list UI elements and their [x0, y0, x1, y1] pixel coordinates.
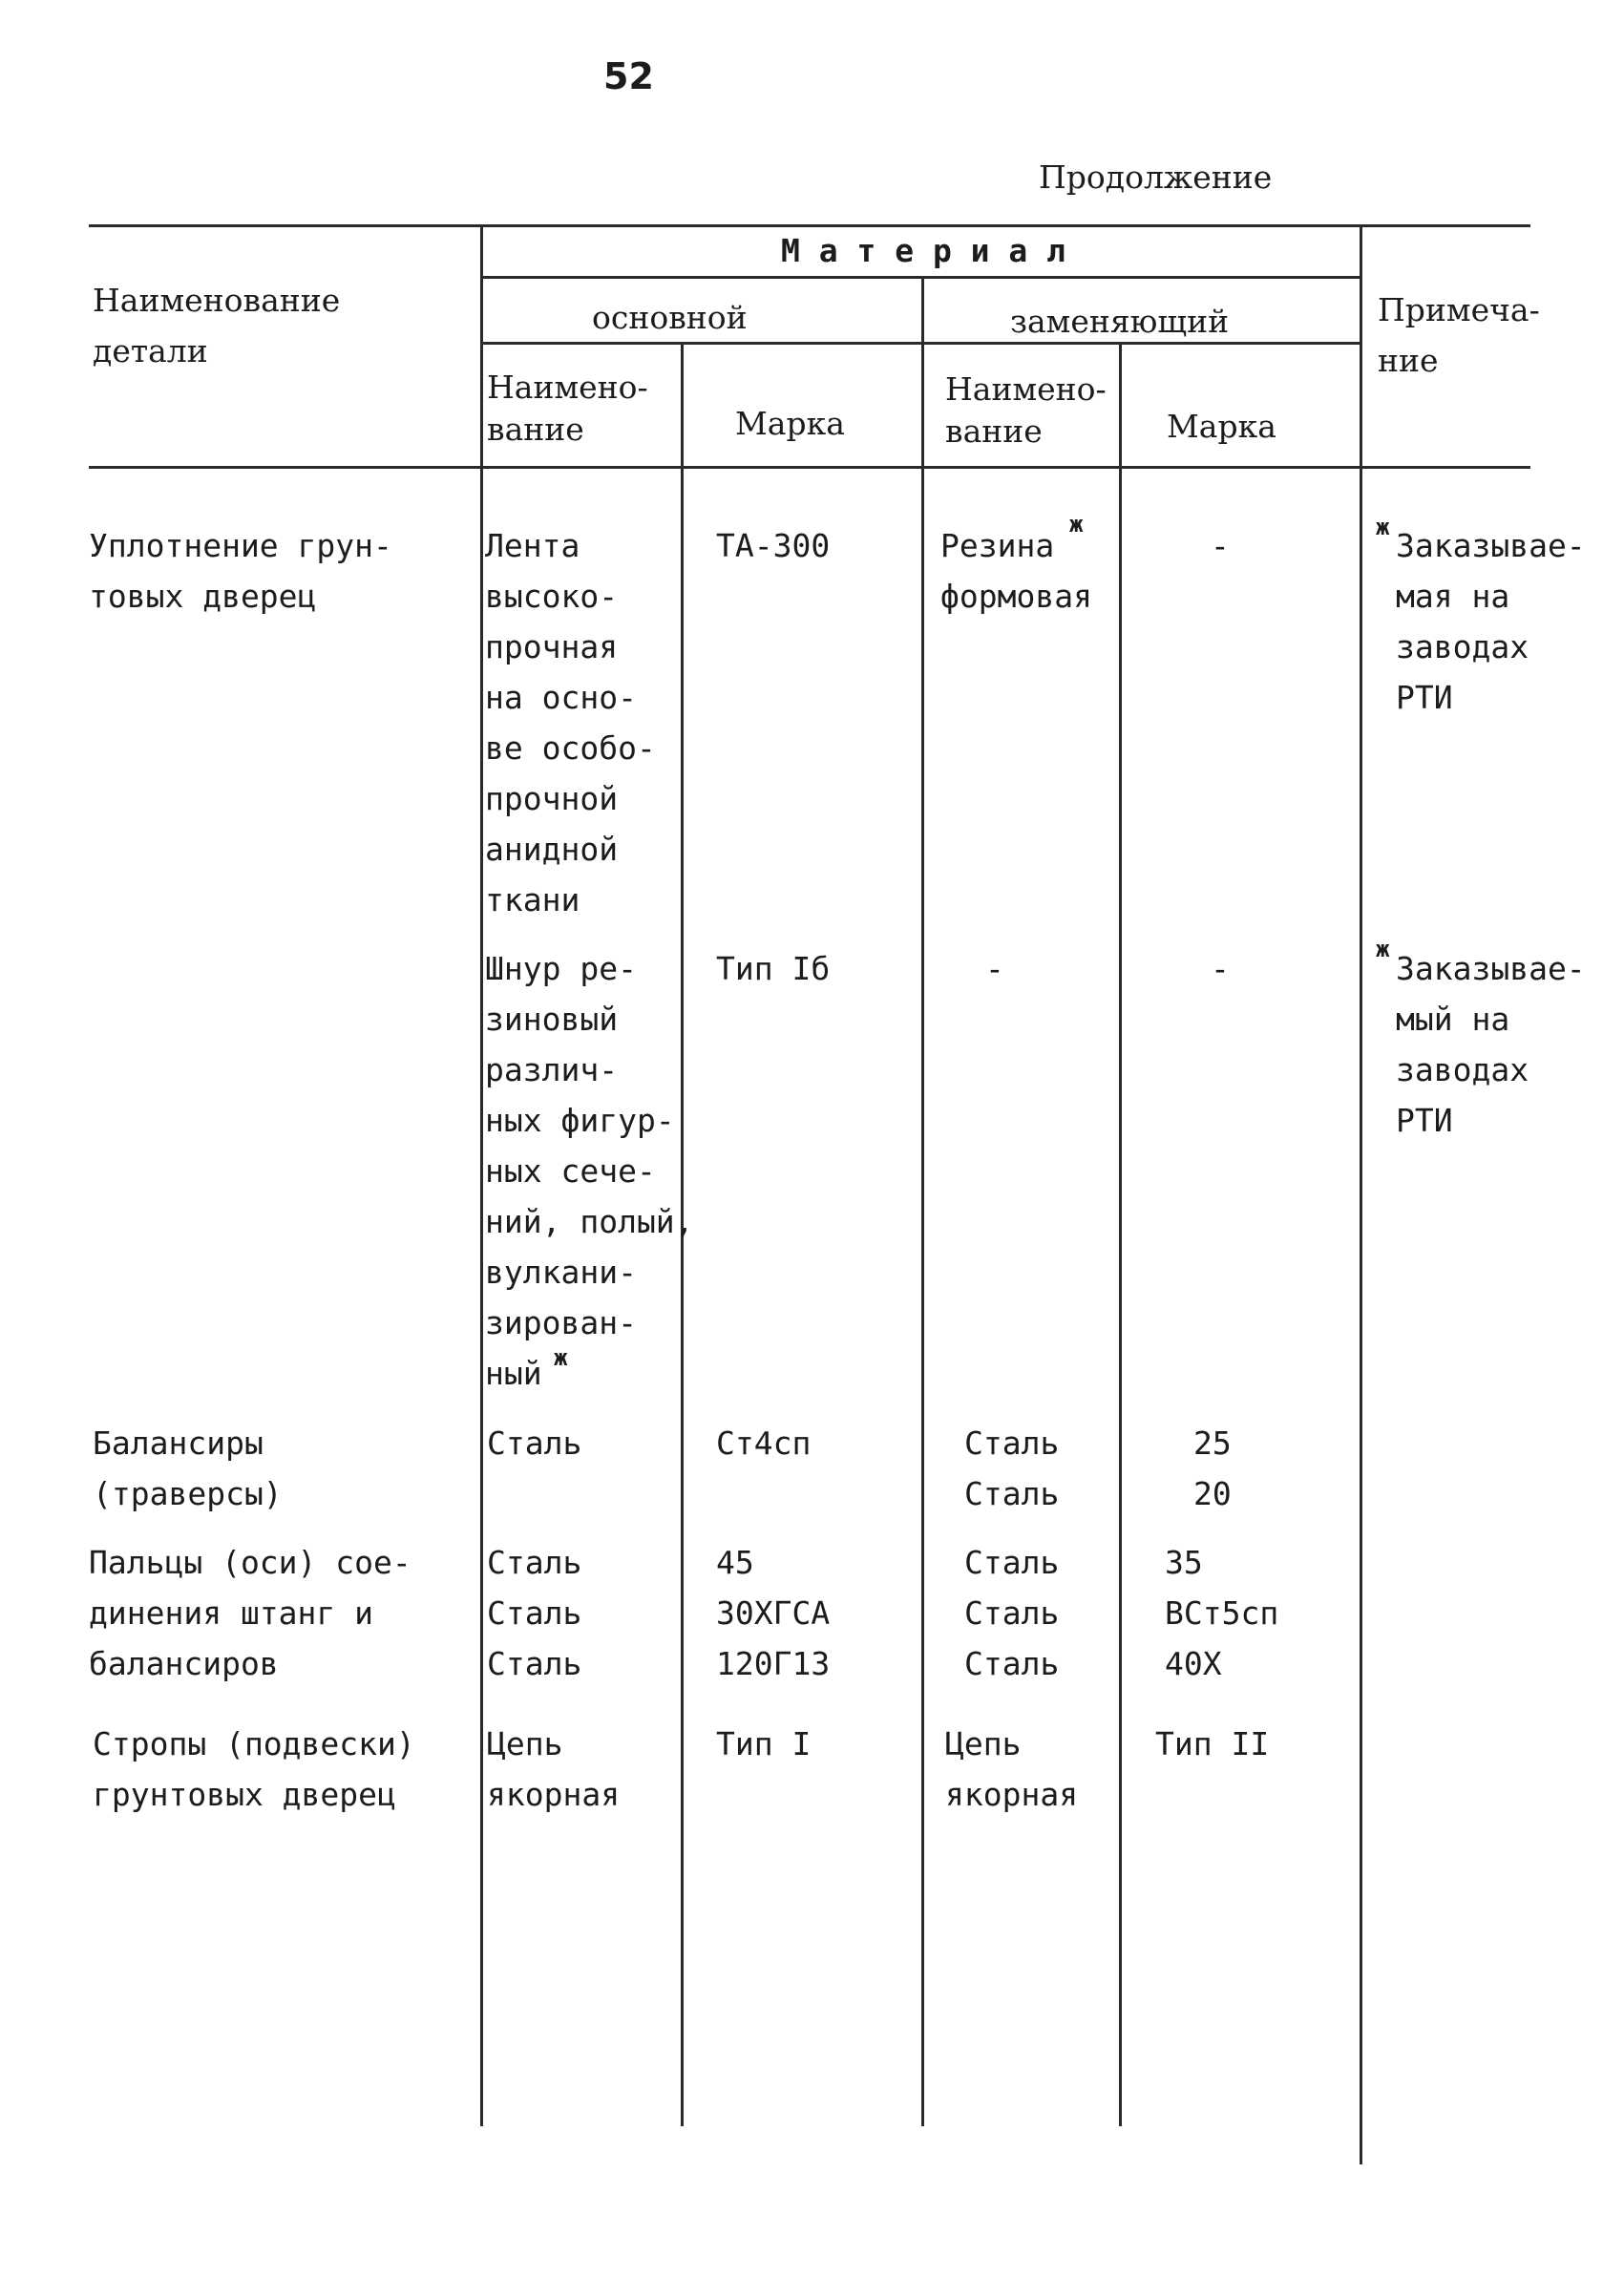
row-1-note: Заказывае- мая на заводах РТИ: [1396, 527, 1586, 716]
row-2-note: Заказывае- мый на заводах РТИ: [1396, 950, 1586, 1139]
page-number: 52: [603, 55, 654, 97]
row-3-sub-grade: 25 20: [1193, 1424, 1232, 1512]
header-sub-name-main: Наимено- вание: [487, 369, 648, 448]
header-sub-grade-main: Марка: [735, 405, 845, 442]
header-sub-name-sub: Наимено- вание: [945, 370, 1107, 450]
row-1-sub-grade: -: [1211, 527, 1230, 564]
continuation-label: Продолжение: [1039, 158, 1273, 196]
row-2-main-grade: Тип Iб: [716, 950, 831, 987]
row-1-sub-name: Резина формовая: [940, 527, 1092, 615]
row-1-note-mark: ж: [1376, 514, 1390, 540]
header-material: М а т е р и а л: [781, 232, 1066, 269]
header-part-name: Наименование детали: [93, 282, 341, 369]
row-5-sub-name: Цепь якорная: [945, 1725, 1079, 1813]
row-1-main-grade: ТА-300: [716, 527, 831, 564]
row-3-sub-name: Сталь Сталь: [964, 1424, 1060, 1512]
row-4-main-grade: 45 30ХГСА 120Г13: [716, 1544, 831, 1682]
col-divider-1: [480, 226, 483, 2126]
row-5-main-name: Цепь якорная: [487, 1725, 621, 1813]
row-3-main-grade: Ст4сп: [716, 1424, 812, 1462]
header-bottom-rule: [89, 466, 1530, 469]
row-4-sub-grade: 35 ВСт5сп 40Х: [1165, 1544, 1279, 1682]
row-2-sub-name: -: [985, 950, 1004, 987]
row-1-part: Уплотнение грун- товых дверец: [89, 527, 392, 615]
col-divider-5: [1360, 226, 1362, 2164]
row-5-main-grade: Тип I: [716, 1725, 812, 1762]
col-divider-3: [921, 278, 924, 2126]
header-sub-grade-sub: Марка: [1167, 408, 1276, 445]
row-4-sub-name: Сталь Сталь Сталь: [964, 1544, 1060, 1682]
row-4-part: Пальцы (оси) сое- динения штанг и балансиров: [89, 1544, 411, 1682]
header-main: основной: [592, 299, 748, 336]
row-4-main-name: Сталь Сталь Сталь: [487, 1544, 582, 1682]
row-2-main-name-mark: ж: [554, 1344, 568, 1371]
header-note: Примеча- ние: [1378, 291, 1540, 379]
row-1-sub-name-mark: ж: [1069, 511, 1084, 538]
row-1-main-name: Лента высоко- прочная на осно- ве особо- прочной анидной ткани: [485, 527, 656, 918]
row-3-main-name: Сталь: [487, 1424, 582, 1462]
row-2-note-mark: ж: [1376, 936, 1390, 962]
row-2-sub-grade: -: [1211, 950, 1230, 987]
row-5-part: Стропы (подвески) грунтовых дверец: [93, 1725, 415, 1813]
row-3-part: Балансиры (траверсы): [93, 1424, 283, 1512]
header-substitute: заменяющий: [1010, 303, 1230, 340]
row-5-sub-grade: Тип II: [1155, 1725, 1270, 1762]
row-2-main-name: Шнур ре- зиновый различ- ных фигур- ных сече- ний, полый, вулкани- зирован- ный: [485, 950, 694, 1392]
col-divider-4: [1119, 344, 1122, 2126]
